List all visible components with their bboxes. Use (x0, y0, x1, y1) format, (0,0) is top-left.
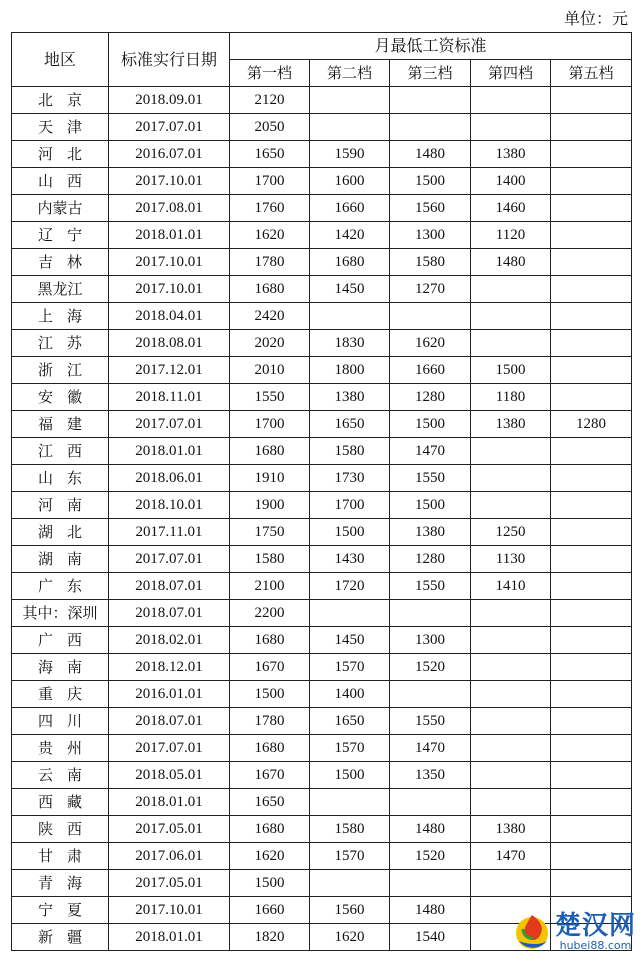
tier-4-cell (471, 762, 551, 789)
tier-1-cell: 1780 (230, 249, 310, 276)
tier-3-cell: 1380 (390, 519, 471, 546)
region-cell: 云南 (12, 762, 109, 789)
region-cell: 广西 (12, 627, 109, 654)
table-row (12, 141, 632, 168)
tier-4-cell: 1500 (471, 357, 551, 384)
tier-4-cell: 1180 (471, 384, 551, 411)
tier-1-cell: 1780 (230, 708, 310, 735)
tier-2-cell: 1450 (310, 276, 390, 303)
region-cell: 安徽 (12, 384, 109, 411)
tier-2-cell: 1720 (310, 573, 390, 600)
tier-5-cell (551, 546, 632, 573)
tier-2-cell: 1430 (310, 546, 390, 573)
tier-1-cell: 2120 (230, 87, 310, 114)
region-cell: 吉林 (12, 249, 109, 276)
tier-5-cell (551, 87, 632, 114)
tier-2-cell: 1680 (310, 249, 390, 276)
table-row (12, 114, 632, 141)
region-cell: 广东 (12, 573, 109, 600)
tier-5-cell (551, 681, 632, 708)
date-cell: 2018.07.01 (109, 573, 230, 600)
region-cell: 山东 (12, 465, 109, 492)
tier-5-cell (551, 141, 632, 168)
tier-5-cell (551, 519, 632, 546)
date-cell: 2017.07.01 (109, 411, 230, 438)
region-cell: 四川 (12, 708, 109, 735)
date-cell: 2017.08.01 (109, 195, 230, 222)
tier-2-cell: 1730 (310, 465, 390, 492)
tier-5-cell (551, 627, 632, 654)
date-cell: 2018.01.01 (109, 924, 230, 951)
table-row (12, 843, 632, 870)
tier-5-cell (551, 465, 632, 492)
table-body (12, 87, 632, 951)
header-wage-standard: 月最低工资标准 (230, 33, 632, 60)
tier-5-cell (551, 249, 632, 276)
tier-5-cell (551, 222, 632, 249)
flame-swirl-logo-icon (511, 911, 553, 953)
tier-4-cell (471, 276, 551, 303)
table-row (12, 519, 632, 546)
tier-1-cell: 1550 (230, 384, 310, 411)
tier-2-cell: 1620 (310, 924, 390, 951)
region-cell: 山西 (12, 168, 109, 195)
tier-1-cell: 1750 (230, 519, 310, 546)
region-cell: 河北 (12, 141, 109, 168)
date-cell: 2017.07.01 (109, 114, 230, 141)
tier-4-cell (471, 465, 551, 492)
tier-3-cell: 1550 (390, 708, 471, 735)
region-cell: 湖南 (12, 546, 109, 573)
tier-5-cell (551, 762, 632, 789)
table-row (12, 222, 632, 249)
tier-2-cell: 1580 (310, 438, 390, 465)
region-cell: 新疆 (12, 924, 109, 951)
table-row (12, 438, 632, 465)
tier-1-cell: 1580 (230, 546, 310, 573)
tier-4-cell (471, 87, 551, 114)
tier-2-cell: 1800 (310, 357, 390, 384)
tier-1-cell: 1650 (230, 789, 310, 816)
tier-4-cell (471, 789, 551, 816)
region-cell: 上海 (12, 303, 109, 330)
table-row (12, 816, 632, 843)
tier-3-cell: 1270 (390, 276, 471, 303)
date-cell: 2017.05.01 (109, 870, 230, 897)
date-cell: 2017.07.01 (109, 735, 230, 762)
tier-3-cell (390, 789, 471, 816)
region-cell: 内蒙古 (12, 195, 109, 222)
watermark-logo (476, 907, 636, 957)
region-cell: 辽宁 (12, 222, 109, 249)
date-cell: 2016.07.01 (109, 141, 230, 168)
tier-5-cell (551, 114, 632, 141)
tier-5-cell (551, 573, 632, 600)
table-row (12, 600, 632, 627)
tier-3-cell: 1480 (390, 897, 471, 924)
table-row (12, 330, 632, 357)
tier-5-cell: 1280 (551, 411, 632, 438)
tier-2-cell (310, 303, 390, 330)
tier-1-cell: 1680 (230, 276, 310, 303)
tier-3-cell (390, 870, 471, 897)
tier-5-cell (551, 492, 632, 519)
table-row (12, 87, 632, 114)
tier-4-cell (471, 681, 551, 708)
header-tier-3: 第三档 (390, 60, 471, 87)
tier-3-cell: 1500 (390, 168, 471, 195)
tier-2-cell: 1570 (310, 843, 390, 870)
minimum-wage-table (11, 32, 632, 951)
region-cell: 重庆 (12, 681, 109, 708)
tier-3-cell: 1520 (390, 654, 471, 681)
header-tier-4: 第四档 (471, 60, 551, 87)
tier-5-cell (551, 789, 632, 816)
region-cell: 黑龙江 (12, 276, 109, 303)
tier-5-cell (551, 330, 632, 357)
header-region: 地区 (12, 33, 109, 87)
tier-4-cell (471, 654, 551, 681)
tier-1-cell: 2100 (230, 573, 310, 600)
tier-5-cell (551, 195, 632, 222)
region-cell: 江西 (12, 438, 109, 465)
tier-3-cell (390, 600, 471, 627)
tier-3-cell: 1580 (390, 249, 471, 276)
table-row (12, 357, 632, 384)
tier-1-cell: 1680 (230, 735, 310, 762)
tier-1-cell: 2420 (230, 303, 310, 330)
tier-1-cell: 1910 (230, 465, 310, 492)
tier-1-cell: 1900 (230, 492, 310, 519)
tier-2-cell: 1570 (310, 735, 390, 762)
date-cell: 2018.10.01 (109, 492, 230, 519)
tier-2-cell: 1420 (310, 222, 390, 249)
table-row (12, 276, 632, 303)
tier-4-cell: 1460 (471, 195, 551, 222)
tier-3-cell (390, 303, 471, 330)
tier-1-cell: 1620 (230, 222, 310, 249)
date-cell: 2018.07.01 (109, 600, 230, 627)
header-tier-1: 第一档 (230, 60, 310, 87)
table-row (12, 168, 632, 195)
tier-4-cell (471, 627, 551, 654)
tier-2-cell: 1500 (310, 762, 390, 789)
table-row (12, 654, 632, 681)
tier-3-cell: 1350 (390, 762, 471, 789)
table-row (12, 465, 632, 492)
tier-2-cell (310, 87, 390, 114)
tier-2-cell: 1380 (310, 384, 390, 411)
tier-3-cell: 1660 (390, 357, 471, 384)
region-cell: 湖北 (12, 519, 109, 546)
date-cell: 2017.10.01 (109, 249, 230, 276)
table-row (12, 411, 632, 438)
tier-3-cell: 1500 (390, 492, 471, 519)
region-cell: 青海 (12, 870, 109, 897)
table-row (12, 303, 632, 330)
tier-5-cell (551, 357, 632, 384)
tier-2-cell (310, 870, 390, 897)
date-cell: 2018.11.01 (109, 384, 230, 411)
tier-4-cell: 1480 (471, 249, 551, 276)
date-cell: 2017.10.01 (109, 168, 230, 195)
tier-3-cell (390, 87, 471, 114)
date-cell: 2018.05.01 (109, 762, 230, 789)
table-row (12, 384, 632, 411)
table-row (12, 627, 632, 654)
date-cell: 2018.12.01 (109, 654, 230, 681)
tier-4-cell (471, 600, 551, 627)
tier-2-cell: 1650 (310, 708, 390, 735)
tier-4-cell: 1380 (471, 141, 551, 168)
tier-5-cell (551, 303, 632, 330)
tier-2-cell: 1590 (310, 141, 390, 168)
date-cell: 2018.06.01 (109, 465, 230, 492)
watermark-domain: hubei88.com (559, 939, 632, 952)
table-row (12, 249, 632, 276)
table-row (12, 708, 632, 735)
table-row (12, 195, 632, 222)
tier-2-cell (310, 114, 390, 141)
tier-2-cell: 1650 (310, 411, 390, 438)
tier-2-cell: 1660 (310, 195, 390, 222)
tier-3-cell: 1520 (390, 843, 471, 870)
region-cell: 陕西 (12, 816, 109, 843)
tier-5-cell (551, 384, 632, 411)
tier-1-cell: 1700 (230, 411, 310, 438)
tier-5-cell (551, 708, 632, 735)
tier-4-cell: 1410 (471, 573, 551, 600)
date-cell: 2018.04.01 (109, 303, 230, 330)
tier-4-cell (471, 708, 551, 735)
header-date: 标准实行日期 (109, 33, 230, 87)
tier-3-cell (390, 681, 471, 708)
tier-5-cell (551, 816, 632, 843)
tier-3-cell: 1480 (390, 816, 471, 843)
region-cell: 海南 (12, 654, 109, 681)
tier-2-cell: 1830 (310, 330, 390, 357)
tier-2-cell: 1580 (310, 816, 390, 843)
tier-4-cell (471, 438, 551, 465)
tier-4-cell (471, 735, 551, 762)
tier-3-cell: 1540 (390, 924, 471, 951)
region-cell: 宁夏 (12, 897, 109, 924)
tier-1-cell: 1650 (230, 141, 310, 168)
table-row (12, 762, 632, 789)
header-row-1 (12, 33, 632, 60)
region-cell: 河南 (12, 492, 109, 519)
tier-3-cell: 1550 (390, 573, 471, 600)
tier-1-cell: 2050 (230, 114, 310, 141)
region-cell: 北京 (12, 87, 109, 114)
table-row (12, 492, 632, 519)
tier-4-cell: 1130 (471, 546, 551, 573)
tier-2-cell: 1500 (310, 519, 390, 546)
tier-5-cell (551, 870, 632, 897)
tier-4-cell: 1470 (471, 843, 551, 870)
tier-1-cell: 2200 (230, 600, 310, 627)
tier-1-cell: 1660 (230, 897, 310, 924)
date-cell: 2018.08.01 (109, 330, 230, 357)
tier-1-cell: 1680 (230, 627, 310, 654)
date-cell: 2018.07.01 (109, 708, 230, 735)
tier-1-cell: 1820 (230, 924, 310, 951)
header-tier-2: 第二档 (310, 60, 390, 87)
tier-5-cell (551, 168, 632, 195)
tier-1-cell: 1500 (230, 681, 310, 708)
tier-2-cell: 1600 (310, 168, 390, 195)
tier-3-cell: 1280 (390, 546, 471, 573)
tier-4-cell: 1380 (471, 816, 551, 843)
table-row (12, 735, 632, 762)
date-cell: 2018.09.01 (109, 87, 230, 114)
tier-1-cell: 2010 (230, 357, 310, 384)
tier-2-cell (310, 789, 390, 816)
date-cell: 2017.11.01 (109, 519, 230, 546)
tier-3-cell: 1500 (390, 411, 471, 438)
tier-1-cell: 1760 (230, 195, 310, 222)
tier-5-cell (551, 735, 632, 762)
region-cell: 浙江 (12, 357, 109, 384)
date-cell: 2017.12.01 (109, 357, 230, 384)
table-row (12, 789, 632, 816)
tier-3-cell: 1470 (390, 438, 471, 465)
date-cell: 2016.01.01 (109, 681, 230, 708)
tier-4-cell: 1400 (471, 168, 551, 195)
tier-1-cell: 1700 (230, 168, 310, 195)
region-cell: 福建 (12, 411, 109, 438)
tier-3-cell: 1470 (390, 735, 471, 762)
region-cell: 西藏 (12, 789, 109, 816)
tier-4-cell (471, 114, 551, 141)
tier-4-cell: 1250 (471, 519, 551, 546)
tier-5-cell (551, 438, 632, 465)
date-cell: 2017.05.01 (109, 816, 230, 843)
table-row (12, 870, 632, 897)
tier-2-cell: 1450 (310, 627, 390, 654)
table-row (12, 546, 632, 573)
tier-1-cell: 1500 (230, 870, 310, 897)
date-cell: 2018.01.01 (109, 222, 230, 249)
tier-1-cell: 2020 (230, 330, 310, 357)
header-tier-5: 第五档 (551, 60, 632, 87)
region-cell: 天津 (12, 114, 109, 141)
tier-5-cell (551, 654, 632, 681)
tier-4-cell: 1380 (471, 411, 551, 438)
region-cell: 甘肃 (12, 843, 109, 870)
tier-4-cell: 1120 (471, 222, 551, 249)
tier-3-cell: 1300 (390, 627, 471, 654)
tier-5-cell (551, 843, 632, 870)
date-cell: 2017.10.01 (109, 897, 230, 924)
tier-3-cell: 1560 (390, 195, 471, 222)
date-cell: 2018.01.01 (109, 789, 230, 816)
date-cell: 2018.02.01 (109, 627, 230, 654)
tier-4-cell (471, 870, 551, 897)
tier-2-cell (310, 600, 390, 627)
date-cell: 2017.07.01 (109, 546, 230, 573)
tier-1-cell: 1670 (230, 654, 310, 681)
region-cell: 其中：深圳 (12, 600, 109, 627)
tier-5-cell (551, 600, 632, 627)
table-row (12, 681, 632, 708)
tier-1-cell: 1680 (230, 816, 310, 843)
region-cell: 贵州 (12, 735, 109, 762)
table-row (12, 573, 632, 600)
tier-2-cell: 1560 (310, 897, 390, 924)
tier-2-cell: 1700 (310, 492, 390, 519)
tier-3-cell: 1480 (390, 141, 471, 168)
tier-4-cell (471, 492, 551, 519)
tier-3-cell: 1550 (390, 465, 471, 492)
watermark-name: 楚汉网 (554, 911, 636, 941)
tier-1-cell: 1670 (230, 762, 310, 789)
tier-3-cell (390, 114, 471, 141)
date-cell: 2017.10.01 (109, 276, 230, 303)
tier-3-cell: 1620 (390, 330, 471, 357)
tier-1-cell: 1680 (230, 438, 310, 465)
tier-3-cell: 1280 (390, 384, 471, 411)
tier-2-cell: 1400 (310, 681, 390, 708)
tier-1-cell: 1620 (230, 843, 310, 870)
tier-5-cell (551, 276, 632, 303)
tier-2-cell: 1570 (310, 654, 390, 681)
date-cell: 2018.01.01 (109, 438, 230, 465)
date-cell: 2017.06.01 (109, 843, 230, 870)
tier-4-cell (471, 330, 551, 357)
tier-4-cell (471, 303, 551, 330)
tier-3-cell: 1300 (390, 222, 471, 249)
region-cell: 江苏 (12, 330, 109, 357)
unit-label: 单位：元 (563, 9, 628, 28)
